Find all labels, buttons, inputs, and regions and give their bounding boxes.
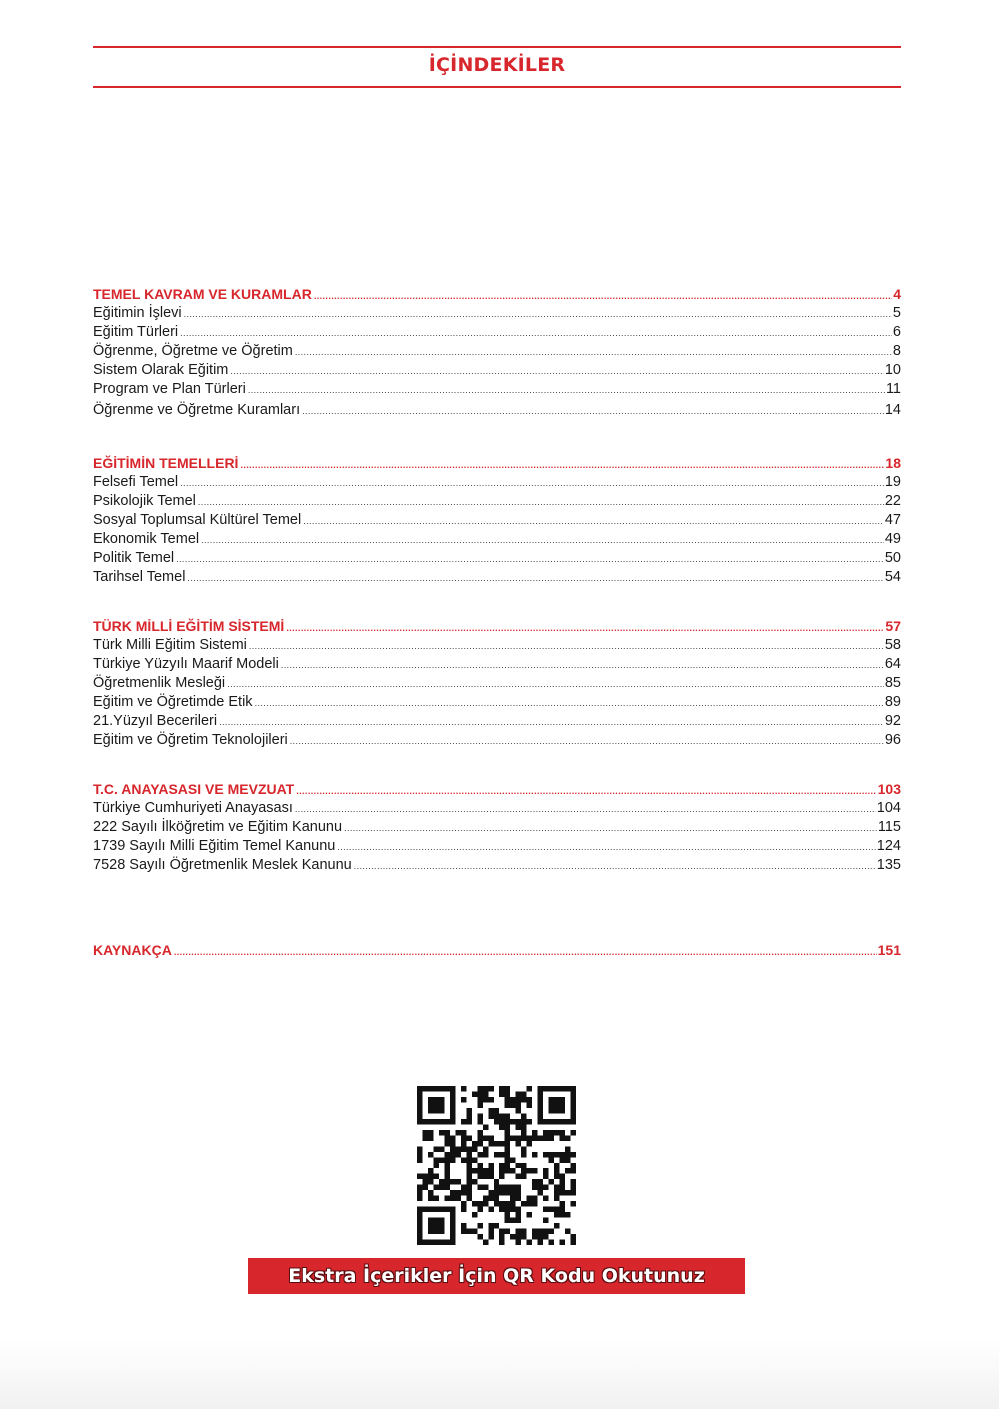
leader-dots <box>230 362 883 381</box>
toc-entry[interactable]: Öğrenme ve Öğretme Kuramları ..... 14 <box>93 401 901 420</box>
toc-entry[interactable]: Eğitim ve Öğretimde Etik ..... 89 <box>93 693 901 712</box>
leader-dots <box>180 324 892 343</box>
leader-dots <box>286 619 884 638</box>
toc-entry[interactable]: Öğrenme, Öğretme ve Öğretim ..... 8 <box>93 342 901 361</box>
leader-dots <box>281 656 884 675</box>
toc-section-heading[interactable]: EĞİTİMİN TEMELLERİ ..... 18 <box>93 454 901 473</box>
toc-entry[interactable]: 7528 Sayılı Öğretmenlik Meslek Kanunu ..... 135 <box>93 856 901 875</box>
toc-entry[interactable]: Türkiye Yüzyılı Maarif Modeli ..... 64 <box>93 655 901 674</box>
leader-dots <box>255 694 884 713</box>
leader-dots <box>201 531 884 550</box>
leader-dots <box>174 943 877 962</box>
toc-entry[interactable]: Program ve Plan Türleri ..... 11 <box>93 380 901 399</box>
toc-entry[interactable]: Türk Milli Eğitim Sistemi ..... 58 <box>93 636 901 655</box>
toc-section-egitimin-temelleri <box>93 454 901 587</box>
leader-dots <box>290 732 884 751</box>
leader-dots <box>295 800 876 819</box>
leader-dots <box>248 381 885 400</box>
leader-dots <box>176 550 884 569</box>
title-underline <box>93 86 901 88</box>
leader-dots <box>303 512 884 531</box>
leader-dots <box>344 819 877 838</box>
qr-instruction-banner: Ekstra İçerikler İçin QR Kodu Okutunuz <box>248 1258 745 1294</box>
toc-section-heading[interactable]: TEMEL KAVRAM VE KURAMLAR ..... 4 <box>93 285 901 304</box>
leader-dots <box>302 402 884 421</box>
toc-section-heading[interactable]: TÜRK MİLLİ EĞİTİM SİSTEMİ ..... 57 <box>93 617 901 636</box>
leader-dots <box>296 782 876 801</box>
leader-dots <box>187 569 883 588</box>
toc-section-kaynakca <box>93 941 901 960</box>
toc-entry[interactable]: Felsefi Temel ..... 19 <box>93 473 901 492</box>
leader-dots <box>227 675 884 694</box>
leader-dots <box>219 713 884 732</box>
leader-dots <box>180 474 884 493</box>
leader-dots <box>314 287 892 306</box>
toc-entry[interactable]: Eğitim Türleri ..... 6 <box>93 323 901 342</box>
toc-entry[interactable]: Eğitimin İşlevi ..... 5 <box>93 304 901 323</box>
toc-entry[interactable]: Sosyal Toplumsal Kültürel Temel ..... 47 <box>93 511 901 530</box>
toc-entry[interactable]: 222 Sayılı İlköğretim ve Eğitim Kanunu ..... 115 <box>93 818 901 837</box>
toc-entry[interactable]: Ekonomik Temel ..... 49 <box>93 530 901 549</box>
qr-code-icon[interactable] <box>417 1086 576 1245</box>
toc-entry[interactable]: Sistem Olarak Eğitim ..... 10 <box>93 361 901 380</box>
leader-dots <box>249 637 884 656</box>
toc-entry[interactable]: Tarihsel Temel ..... 54 <box>93 568 901 587</box>
toc-entry[interactable]: Eğitim ve Öğretim Teknolojileri ..... 96 <box>93 731 901 750</box>
leader-dots <box>198 493 884 512</box>
toc-section-turk-milli-egitim <box>93 617 901 750</box>
toc-entry[interactable]: Türkiye Cumhuriyeti Anayasası ..... 104 <box>93 799 901 818</box>
toc-entry[interactable]: Politik Temel ..... 50 <box>93 549 901 568</box>
toc-section-heading[interactable]: T.C. ANAYASASI VE MEVZUAT ..... 103 <box>93 780 901 799</box>
toc-entry[interactable]: 21.Yüzyıl Becerileri ..... 92 <box>93 712 901 731</box>
leader-dots <box>240 456 884 475</box>
page-title: İÇİNDEKİLER <box>428 54 566 76</box>
toc-section-heading[interactable]: KAYNAKÇA ..... 151 <box>93 941 901 960</box>
toc-entry[interactable]: 1739 Sayılı Milli Eğitim Temel Kanunu ..... 124 <box>93 837 901 856</box>
toc-section-anayasa-mevzuat <box>93 780 901 875</box>
toc-entry[interactable]: Öğretmenlik Mesleği ..... 85 <box>93 674 901 693</box>
toc-entry[interactable]: Psikolojik Temel ..... 22 <box>93 492 901 511</box>
leader-dots <box>295 343 892 362</box>
leader-dots <box>337 838 875 857</box>
leader-dots <box>354 857 876 876</box>
top-rule <box>93 46 901 48</box>
toc-section-temel-kavram <box>93 285 901 420</box>
leader-dots <box>184 305 892 324</box>
